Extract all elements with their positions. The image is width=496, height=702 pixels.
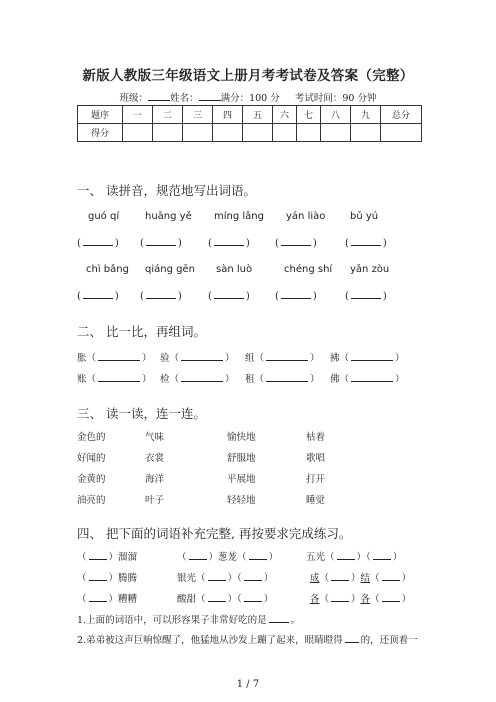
match-word[interactable]: 好闻的 <box>77 453 106 464</box>
page-number: 1 / 7 <box>236 679 260 690</box>
answer-parens[interactable]: ( ) <box>275 238 317 249</box>
match-word[interactable]: 舒服地 <box>227 453 256 464</box>
question-text: 2.弟弟被这声巨响惊醒了，他猛地从沙发上蹦了起来，眼睛瞪得 <box>77 635 343 646</box>
compare-item[interactable]: 账（ ） <box>77 374 152 385</box>
compare-item[interactable]: 拂（ ） <box>330 353 405 364</box>
fill-word[interactable]: 各（ ）各（ ） <box>310 594 412 605</box>
answer-parens[interactable]: ( ) <box>275 291 317 302</box>
score-cell[interactable] <box>381 124 422 142</box>
fill-text: 各 <box>360 594 371 605</box>
header-cell: 一 <box>123 106 153 124</box>
fill-text: 糟糟 <box>118 594 138 605</box>
compare-char: 胀 <box>77 353 87 364</box>
score-cell[interactable] <box>273 124 297 142</box>
score-header-row <box>78 106 422 124</box>
score-cell[interactable] <box>183 124 213 142</box>
compare-char: 账 <box>77 374 87 385</box>
header-cell: 三 <box>183 106 213 124</box>
answer-parens[interactable]: ( ) <box>208 291 250 302</box>
score-cell[interactable] <box>321 124 351 142</box>
section-2-heading: 二、 比一比，再组词。 <box>77 324 206 339</box>
fill-text: 溜溜 <box>118 552 138 563</box>
pinyin: yán liào <box>286 211 326 222</box>
fill-text: 腾腾 <box>118 573 138 584</box>
score-table <box>77 105 422 142</box>
answer-parens[interactable]: ( ) <box>345 238 387 249</box>
compare-char: 验 <box>160 353 170 364</box>
answer-parens[interactable]: ( ) <box>77 291 119 302</box>
answer-parens[interactable]: ( ) <box>77 238 119 249</box>
match-word[interactable]: 海洋 <box>145 474 165 485</box>
fill-word[interactable]: 五光（ ）（ ） <box>306 552 403 563</box>
question-1 <box>77 612 300 626</box>
match-word[interactable]: 愉快地 <box>227 432 256 443</box>
fill-text: 结 <box>360 573 371 584</box>
exam-time: 考试时间：90 分钟 <box>294 93 377 104</box>
class-label: 班级： <box>119 93 149 104</box>
score-cell[interactable] <box>153 124 183 142</box>
header-cell: 八 <box>321 106 351 124</box>
header-cell: 六 <box>273 106 297 124</box>
compare-item[interactable]: 检（ ） <box>160 374 235 385</box>
match-word[interactable]: 气味 <box>145 432 165 443</box>
answer-blank[interactable] <box>345 634 359 643</box>
header-cell: 九 <box>351 106 381 124</box>
page-title: 新版人教版三年级语文上册月考考试卷及答案（完整） <box>82 68 414 84</box>
score-cell[interactable] <box>243 124 273 142</box>
pinyin: chì bǎng <box>86 264 129 275</box>
score-cell[interactable] <box>213 124 243 142</box>
answer-parens[interactable]: ( ) <box>140 291 182 302</box>
compare-char: 组 <box>245 353 255 364</box>
match-word[interactable]: 轻轻地 <box>227 495 256 506</box>
match-word[interactable]: 金黄的 <box>77 474 106 485</box>
pinyin: míng lǎng <box>214 211 264 222</box>
pinyin: huāng yě <box>145 211 192 222</box>
header-cell: 五 <box>243 106 273 124</box>
score-cell[interactable] <box>297 124 321 142</box>
compare-char: 拂 <box>330 353 340 364</box>
compare-item[interactable]: 验（ ） <box>160 353 235 364</box>
answer-parens[interactable]: ( ) <box>140 238 182 249</box>
fill-word[interactable]: 酸甜（ ）（ ） <box>177 594 274 605</box>
fill-text: 五光 <box>306 552 326 563</box>
fill-text: 各 <box>310 594 320 605</box>
pinyin: sàn luò <box>216 264 253 275</box>
name-label: 姓名： <box>170 93 199 104</box>
fill-word[interactable]: （ ）糟糟 <box>77 594 138 605</box>
full-score: 满分：100 分 <box>220 93 280 104</box>
compare-char: 检 <box>160 374 170 385</box>
pinyin: chéng shí <box>284 264 333 275</box>
name-blank[interactable] <box>199 91 221 101</box>
question-text: 。 <box>290 615 301 626</box>
question-text: 的，还顶着一 <box>360 635 418 646</box>
fill-text: 成 <box>310 573 320 584</box>
answer-blank[interactable] <box>269 614 289 623</box>
pinyin: bǔ yú <box>350 211 379 222</box>
fill-text: 葱茏 <box>218 552 238 563</box>
question-2 <box>77 632 418 646</box>
compare-item[interactable]: 租（ ） <box>245 374 320 385</box>
section-1-heading: 一、 读拼音，规范地写出词语。 <box>77 183 256 198</box>
fill-text: 银光 <box>177 573 197 584</box>
section-3-heading: 三、 读一读，连一连。 <box>77 406 206 421</box>
section-4-heading: 四、 把下面的词语补充完整, 再按要求完成练习。 <box>77 526 352 541</box>
header-cell: 二 <box>153 106 183 124</box>
class-blank[interactable] <box>148 91 170 101</box>
match-word[interactable]: 枯着 <box>306 432 326 443</box>
header-cell: 七 <box>297 106 321 124</box>
pinyin: qiáng gēn <box>145 264 195 275</box>
match-word[interactable]: 打开 <box>306 474 326 485</box>
fill-word[interactable]: （ ）溜溜 <box>77 552 138 563</box>
match-word[interactable]: 油亮的 <box>77 495 106 506</box>
match-word[interactable]: 睡觉 <box>306 495 326 506</box>
match-word[interactable]: 衣裳 <box>145 453 165 464</box>
pinyin: yǎn zòu <box>350 264 390 275</box>
score-row <box>78 124 422 142</box>
fill-text: 酸甜 <box>177 594 197 605</box>
header-cell: 总分 <box>381 106 422 124</box>
compare-item[interactable]: 佛（ ） <box>330 374 405 385</box>
match-word[interactable]: 叶子 <box>145 495 165 506</box>
answer-parens[interactable]: ( ) <box>208 238 250 249</box>
header-cell: 四 <box>213 106 243 124</box>
match-word[interactable]: 歌唱 <box>306 453 326 464</box>
compare-item[interactable]: 胀（ ） <box>77 353 152 364</box>
score-cell[interactable] <box>123 124 153 142</box>
match-word[interactable]: 平展地 <box>227 474 256 485</box>
fill-word[interactable]: （ ）葱茏（ ） <box>177 552 279 563</box>
pinyin: guó qí <box>88 211 120 222</box>
exam-info <box>0 90 496 104</box>
score-cell[interactable] <box>351 124 381 142</box>
fill-word[interactable]: 成（ ）结（ ） <box>310 573 412 584</box>
compare-char: 租 <box>245 374 255 385</box>
match-word[interactable]: 金色的 <box>77 432 106 443</box>
header-cell: 题序 <box>78 106 123 124</box>
compare-item[interactable]: 组（ ） <box>245 353 320 364</box>
compare-char: 佛 <box>330 374 340 385</box>
answer-parens[interactable]: ( ) <box>345 291 387 302</box>
fill-word[interactable]: 银光（ ）（ ） <box>177 573 274 584</box>
question-text: 1.上面的词语中，可以形容果子非常好吃的是 <box>77 615 267 626</box>
fill-word[interactable]: （ ）腾腾 <box>77 573 138 584</box>
row-label: 得分 <box>78 124 123 142</box>
